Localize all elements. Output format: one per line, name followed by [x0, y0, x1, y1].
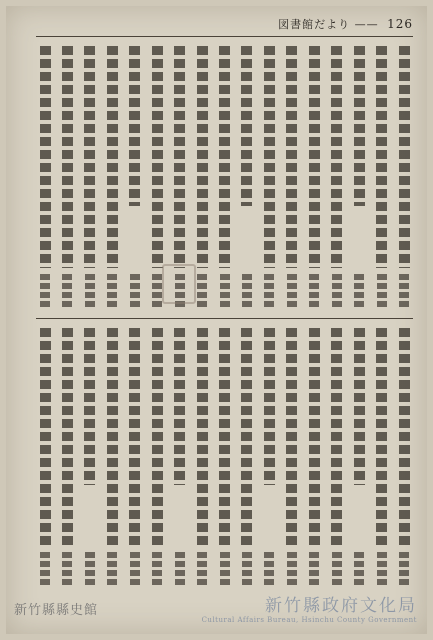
book-listing-column	[260, 328, 278, 586]
book-price-text	[332, 552, 342, 586]
book-listing-column	[350, 328, 368, 586]
book-listing-column	[328, 328, 346, 586]
book-listing-column	[81, 46, 99, 308]
book-price-text	[107, 552, 117, 586]
book-title-text	[152, 328, 163, 546]
book-price-text	[85, 274, 95, 308]
book-title-text	[40, 46, 51, 268]
book-title-text	[309, 328, 320, 546]
book-price-text	[242, 552, 252, 586]
book-listing-column	[260, 46, 278, 308]
book-price-text	[309, 274, 319, 308]
book-title-text	[62, 46, 73, 268]
book-price-text	[197, 274, 207, 308]
book-listing-column	[350, 46, 368, 308]
book-listing-column	[216, 46, 234, 308]
archive-stamp: 新竹縣縣史館	[14, 603, 99, 618]
book-price-text	[175, 552, 185, 586]
book-price-text	[152, 552, 162, 586]
book-price-text	[85, 552, 95, 586]
book-title-text	[129, 328, 140, 546]
book-title-text	[376, 328, 387, 546]
book-listing-column	[216, 328, 234, 586]
book-listing-column	[305, 328, 323, 586]
book-title-text	[219, 328, 230, 546]
book-listing-column	[395, 46, 413, 308]
book-price-text	[354, 552, 364, 586]
book-title-text	[309, 46, 320, 268]
tier-divider	[36, 318, 413, 319]
book-price-text	[220, 274, 230, 308]
book-price-text	[130, 552, 140, 586]
book-price-text	[62, 274, 72, 308]
book-listing-column	[283, 46, 301, 308]
book-listing-column	[373, 328, 391, 586]
book-listing-column	[193, 328, 211, 586]
book-title-text	[399, 46, 410, 268]
book-listing-column	[126, 46, 144, 308]
book-title-text	[241, 328, 252, 546]
book-title-text	[354, 328, 365, 485]
book-price-text	[130, 274, 140, 308]
book-title-text	[264, 328, 275, 485]
book-price-text	[197, 552, 207, 586]
book-title-text	[376, 46, 387, 268]
book-price-text	[264, 552, 274, 586]
book-title-text	[331, 46, 342, 268]
book-title-text	[174, 46, 185, 268]
book-listing-column	[126, 328, 144, 586]
upper-tier	[36, 46, 413, 308]
book-title-text	[219, 46, 230, 268]
page-header	[278, 16, 413, 32]
book-listing-column	[103, 46, 121, 308]
book-listing-column	[283, 328, 301, 586]
book-price-text	[287, 274, 297, 308]
bureau-stamp-english: Cultural Affairs Bureau, Hsinchu County Government	[201, 616, 417, 624]
book-price-text	[40, 552, 50, 586]
book-price-text	[377, 274, 387, 308]
library-seal	[162, 264, 196, 304]
book-listing-column	[148, 328, 166, 586]
book-listing-column	[305, 46, 323, 308]
book-title-text	[286, 46, 297, 268]
book-listing-column	[395, 328, 413, 586]
book-listing-column	[373, 46, 391, 308]
book-title-text	[354, 46, 365, 206]
book-title-text	[107, 328, 118, 546]
document-page	[6, 6, 427, 634]
book-title-text	[286, 328, 297, 546]
header-dash: ——	[354, 18, 379, 31]
book-price-text	[377, 552, 387, 586]
book-title-text	[84, 328, 95, 485]
book-title-text	[84, 46, 95, 268]
book-title-text	[197, 328, 208, 546]
book-price-text	[220, 552, 230, 586]
book-listing-column	[36, 328, 54, 586]
book-listing-column	[36, 46, 54, 308]
book-listing-column	[58, 328, 76, 586]
header-title: 図書館だより	[278, 18, 351, 31]
book-title-text	[331, 328, 342, 546]
book-price-text	[332, 274, 342, 308]
page-number: 126	[387, 17, 413, 31]
bureau-stamp	[202, 591, 417, 624]
book-listing-column	[238, 46, 256, 308]
book-price-text	[40, 274, 50, 308]
book-price-text	[264, 274, 274, 308]
book-title-text	[62, 328, 73, 546]
bureau-stamp-name: 新竹縣政府文化局	[265, 596, 417, 616]
book-listing-column	[81, 328, 99, 586]
book-price-text	[399, 274, 409, 308]
book-title-text	[129, 46, 140, 206]
book-title-text	[264, 46, 275, 268]
book-listing-column	[171, 328, 189, 586]
book-listing-column	[238, 328, 256, 586]
book-title-text	[174, 328, 185, 485]
book-title-text	[152, 46, 163, 268]
book-title-text	[107, 46, 118, 268]
book-price-text	[242, 274, 252, 308]
book-listing-column	[58, 46, 76, 308]
book-title-text	[241, 46, 252, 206]
book-title-text	[197, 46, 208, 268]
book-title-text	[399, 328, 410, 546]
book-price-text	[152, 274, 162, 308]
book-price-text	[309, 552, 319, 586]
book-listing-column	[328, 46, 346, 308]
book-price-text	[399, 552, 409, 586]
book-listing-column	[103, 328, 121, 586]
book-price-text	[62, 552, 72, 586]
header-rule	[36, 36, 413, 37]
book-title-text	[40, 328, 51, 546]
book-price-text	[107, 274, 117, 308]
lower-tier	[36, 328, 413, 586]
book-price-text	[354, 274, 364, 308]
book-price-text	[287, 552, 297, 586]
